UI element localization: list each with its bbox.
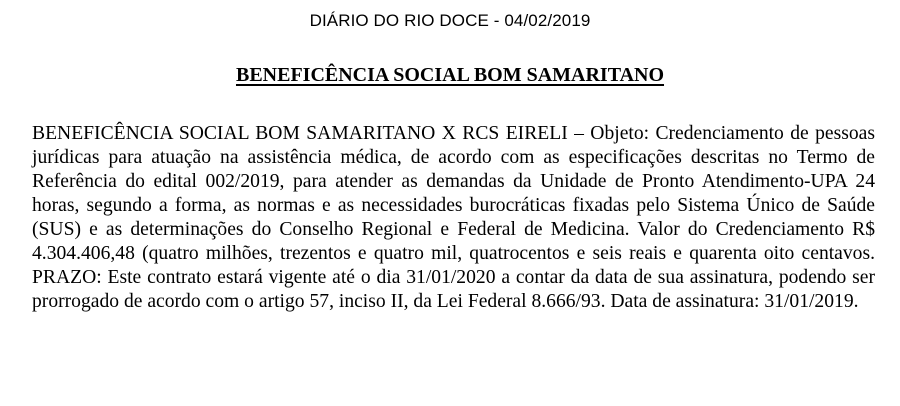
contract-notice-body: BENEFICÊNCIA SOCIAL BOM SAMARITANO X RCS EIRELI – Objeto: Credenciamento de pessoas jurídicas para atuação na assistência médica, de acordo com as especificações descritas no Termo de Referência do edital 002/2019, para atender as demandas da Unidade de Pronto Atendimento-UPA 24 horas, segundo a forma, as normas e as necessidades burocráticas fixadas pelo Sistema Único de Saúde (SUS) e as determinações do Conselho Regional e Federal de Medicina. Valor do Credenciamento R$ 4.304.406,48 (quatro milhões, trezentos e quatro mil, quatrocentos e seis reais e quarenta oito centavos. PRAZO: Este contrato estará vigente até o dia 31/01/2020 a contar da data de sua assinatura, podendo ser prorrogado de acordo com o artigo 57, inciso II, da Lei Federal 8.666/93. Data de assinatura: 31/01/2019.	[32, 123, 875, 312]
newspaper-source-date: DIÁRIO DO RIO DOCE - 04/02/2019	[309, 11, 591, 30]
document-title: BENEFICÊNCIA SOCIAL BOM SAMARITANO	[235, 64, 665, 86]
